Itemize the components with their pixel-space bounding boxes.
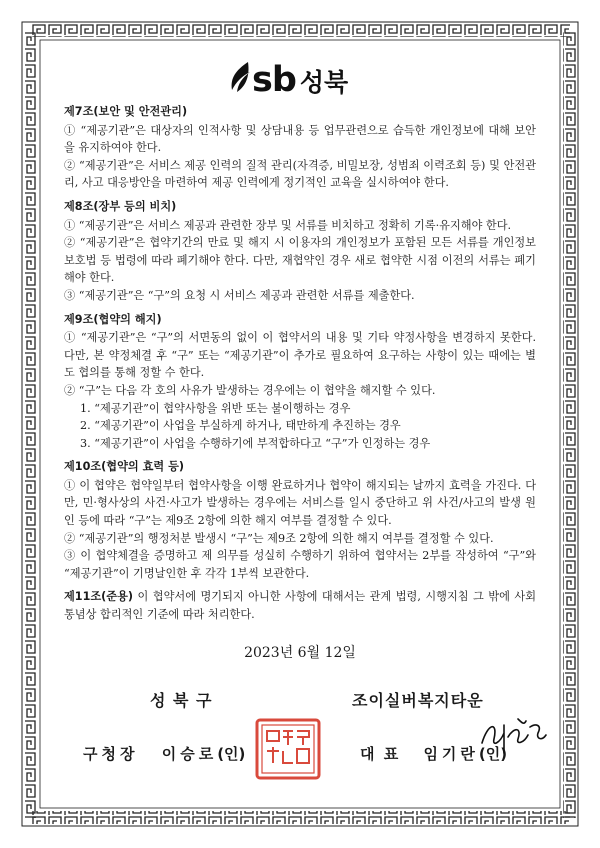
party-left-name: 이승로 bbox=[161, 745, 218, 763]
clause: ② “구”는 다음 각 호의 사유가 발생하는 경우에는 이 협약을 해지할 수 있다. bbox=[64, 383, 436, 397]
handwritten-signature-icon bbox=[478, 713, 548, 757]
article-title: 제9조(협약의 해지) bbox=[64, 312, 162, 326]
contract-body bbox=[64, 103, 536, 630]
article-11 bbox=[64, 588, 536, 623]
party-left-org: 성 북 구 bbox=[150, 691, 213, 710]
list-item: 2. “제공기관”이 사업을 부실하게 하거나, 태만하게 추진하는 경우 bbox=[80, 419, 401, 433]
article-10 bbox=[64, 458, 536, 582]
contract-date: 2023년 6월 12일 bbox=[244, 645, 356, 661]
clause: ① “제공기관”은 서비스 제공과 관련한 장부 및 서류를 비치하고 정확히 기록·유지해야 한다. bbox=[64, 218, 512, 232]
logo-mark-text: sb bbox=[252, 60, 296, 100]
list-item: 1. “제공기관”이 협약사항을 위반 또는 불이행하는 경우 bbox=[80, 401, 351, 415]
article-8 bbox=[64, 198, 536, 305]
party-right-org: 조이실버복지타운 bbox=[352, 691, 484, 710]
party-left-role: 구청장 bbox=[83, 745, 139, 763]
clause: ③ 이 협약체결을 증명하고 제 의무를 성실히 수행하기 위하여 협약서는 2부를 작성하여 “구”와 “제공기관”이 기명날인한 후 각각 1부씩 보관한다. bbox=[64, 549, 536, 580]
clause: 이 협약서에 명기되지 아니한 사항에 대해서는 관계 법령, 시행지침 그 밖에 사회 통념상 합리적인 기준에 따라 처리한다. bbox=[64, 590, 536, 622]
party-right-name: 임기란 bbox=[423, 745, 479, 763]
article-9 bbox=[64, 311, 536, 453]
clause: ① “제공기관”은 대상자의 인적사항 및 상담내용 등 업무관련으로 습득한 개인정보에 대해 보안을 유지하여야 한다. bbox=[64, 123, 536, 155]
article-7 bbox=[64, 103, 536, 192]
header-logo bbox=[0, 60, 600, 100]
party-right-seal-mark: (인) bbox=[478, 745, 508, 763]
party-left-seal-mark: (인) bbox=[217, 745, 246, 763]
official-red-seal-icon bbox=[253, 717, 323, 781]
clause: ③ “제공기관”은 “구”의 요청 시 서비스 제공과 관련한 서류를 제출한다. bbox=[64, 288, 415, 302]
party-right-role: 대 표 bbox=[360, 745, 401, 763]
logo-title: 성북 bbox=[299, 68, 349, 97]
article-title: 제10조(협약의 효력 등) bbox=[64, 460, 185, 474]
article-title: 제8조(장부 등의 비치) bbox=[64, 199, 177, 213]
clause: ① “제공기관”은 “구”의 서면동의 없이 이 협약서의 내용 및 기타 약정사항을 변경하지 못한다. 다만, 본 약정체결 후 “구” 또는 “제공기관”이 추가로 필요하여 요구하는 사항이 있는 때에는 별도 협의를 통해 정할 수 한다. bbox=[64, 331, 536, 380]
clause: ② “제공기관”은 협약기간의 만료 및 해지 시 이용자의 개인정보가 포함된 모든 서류를 개인정보 보호법 등 법령에 따라 폐기해야 한다. 다만, 재협약인 경우 새로 협약한 시점 이전의 서류는 폐기해야 한다. bbox=[64, 236, 536, 285]
clause: ② “제공기관”은 서비스 제공 인력의 질적 관리(자격증, 비밀보장, 성범죄 이력조회 등) 및 안전관리, 사고 대응방안을 마련하여 제공 인력에게 정기적인 교육을 실시하여야 한다. bbox=[64, 158, 536, 190]
article-title: 제11조(준용) bbox=[64, 590, 134, 604]
clause: ① 이 협약은 협약일부터 협약사항을 이행 완료하거나 협약이 해지되는 날까지 효력을 가진다. 다만, 민·형사상의 사건·사고가 발생하는 경우에는 서비스를 일시 중단하고 위 사건/사고의 발생 원인 등에 따라 “구”는 제9조 2항에 의한 해지 여부를 결정할 수 있다. bbox=[64, 478, 536, 528]
clause: ② “제공기관”의 행정처분 발생시 “구”는 제9조 2항에 의한 해지 여부를 결정할 수 있다. bbox=[64, 531, 494, 545]
seongbuk-leaf-icon bbox=[228, 60, 252, 94]
list-item: 3. “제공기관”이 사업을 수행하기에 부적합하다고 “구”가 인정하는 경우 bbox=[80, 436, 431, 450]
article-title: 제7조(보안 및 안전관리) bbox=[64, 105, 188, 118]
